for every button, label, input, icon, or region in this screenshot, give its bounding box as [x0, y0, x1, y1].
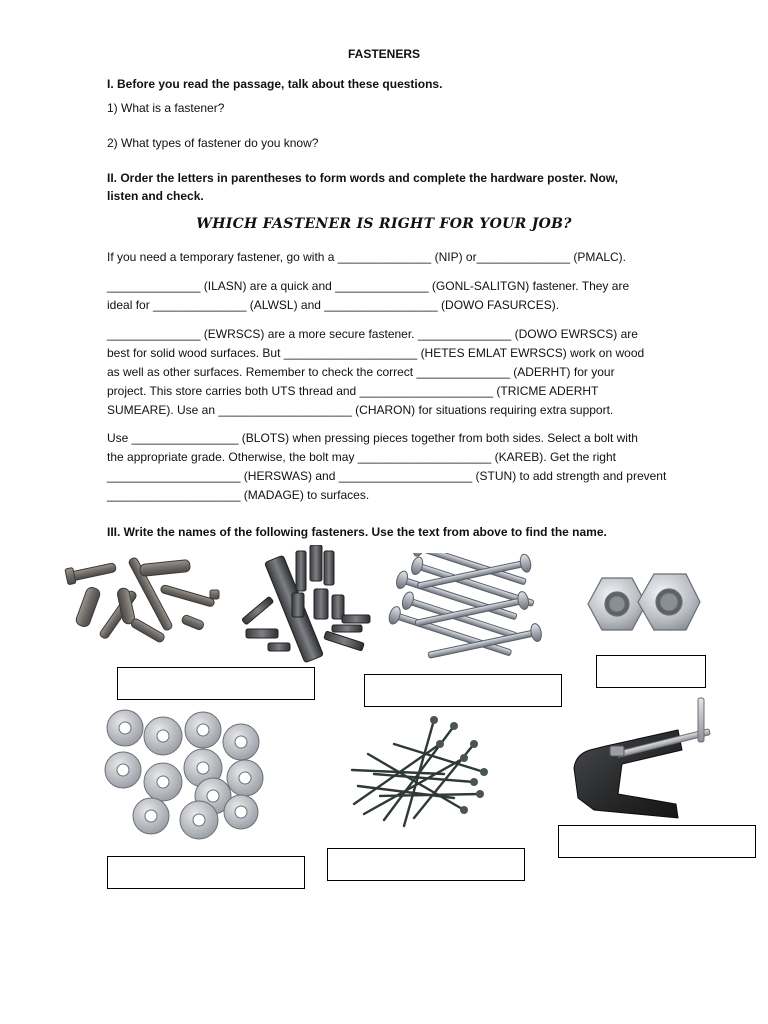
page-title: FASTENERS: [347, 47, 420, 61]
section2-heading-line2: listen and check.: [107, 189, 204, 203]
answer-box-nuts[interactable]: [596, 655, 706, 688]
screws-icon: [384, 553, 554, 668]
nails-icon: [344, 714, 489, 838]
answer-box-nails[interactable]: [327, 848, 525, 881]
answer-box-anchors[interactable]: [364, 674, 562, 707]
washers-icon: [103, 708, 268, 843]
anchors-icon: [232, 545, 372, 667]
paragraph3-line4: ____________________ (MADAGE) to surfaces.: [107, 488, 370, 502]
pins-icon: [60, 552, 230, 662]
answer-box-clamp[interactable]: [558, 825, 756, 858]
paragraph2-line2: best for solid wood surfaces. But ____________________ (HETES EMLAT EWRSCS) work on wood: [107, 346, 645, 360]
nuts-icon: [580, 568, 702, 640]
paragraph2-line1: ______________ (EWRSCS) are a more secure fastener. ______________ (DOWO EWRSCS) are: [107, 327, 638, 341]
section3-heading: III. Write the names of the following fasteners. Use the text from above to find the name.: [107, 525, 607, 539]
paragraph3-line1: Use ________________ (BLOTS) when pressing pieces together from both sides. Select a bolt with: [107, 431, 638, 445]
paragraph1-line2: ______________ (ILASN) are a quick and ______________ (GONL-SALITGN) fastener. They are: [107, 279, 630, 293]
paragraph1-line1: If you need a temporary fastener, go with a ______________ (NIP) or______________ (PMALC).: [107, 250, 627, 264]
answer-box-washers[interactable]: [107, 856, 305, 889]
paragraph2-line3: as well as other surfaces. Remember to check the correct ______________ (ADERHT) for your: [107, 365, 615, 379]
poster-title: WHICH FASTENER IS RIGHT FOR YOUR JOB?: [196, 216, 572, 232]
answer-box-pins[interactable]: [117, 667, 315, 700]
paragraph2-line5: SUMEARE). Use an ____________________ (CHARON) for situations requiring extra support.: [107, 403, 614, 417]
question-1: 1) What is a fastener?: [107, 101, 225, 115]
paragraph2-line4: project. This store carries both UTS thread and ____________________ (TRICME ADERHT: [107, 384, 599, 398]
question-2: 2) What types of fastener do you know?: [107, 136, 319, 150]
section2-heading-line1: II. Order the letters in parentheses to form words and complete the hardware poster. Now,: [107, 171, 619, 185]
paragraph3-line3: ____________________ (HERSWAS) and ____________________ (STUN) to add strength and prevent: [107, 469, 667, 483]
paragraph3-line2: the appropriate grade. Otherwise, the bolt may ____________________ (KAREB). Get the right: [107, 450, 616, 464]
section1-heading: I. Before you read the passage, talk about these questions.: [107, 77, 443, 91]
paragraph1-line3: ideal for ______________ (ALWSL) and _________________ (DOWO FASURCES).: [107, 298, 560, 312]
clamp-icon: [566, 694, 716, 822]
